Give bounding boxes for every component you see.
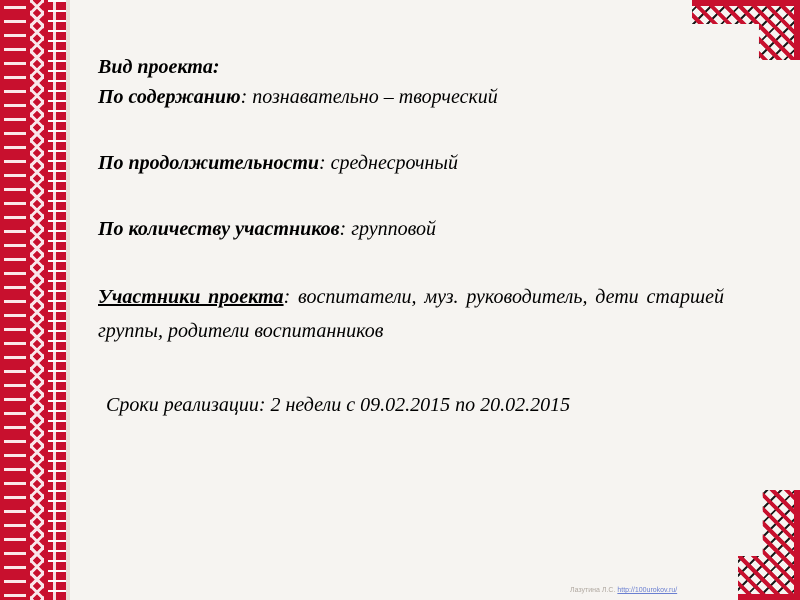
- ornament-left-border: [0, 0, 70, 600]
- participants-row: [98, 280, 724, 348]
- project-type-heading: Вид проекта:: [98, 56, 220, 78]
- duration-value: : среднесрочный: [319, 152, 458, 174]
- ornament-strip: [4, 0, 26, 600]
- duration-label: По продолжительности: [98, 152, 320, 174]
- content-type-value: : познавательно – творческий: [240, 86, 498, 108]
- ornament-strip: [48, 0, 66, 600]
- participants-value: : воспитатели, муз. руководитель, дети старшей группы, родители воспитанников: [98, 286, 724, 342]
- participants-count-label: По количеству участников: [98, 218, 340, 240]
- footer-author: Лазутина Л.С.: [570, 587, 616, 594]
- ornament-bottom-right-corner: [738, 490, 800, 600]
- participants-count-value: : групповой: [339, 218, 437, 240]
- implementation-terms: Сроки реализации: 2 недели с 09.02.2015 по 20.02.2015: [106, 394, 571, 416]
- ornament-top-right-bar: [794, 0, 800, 60]
- ornament-bottom-right-bar: [738, 594, 800, 600]
- participants-count-row: [98, 214, 724, 244]
- footer-credit: [570, 587, 677, 594]
- ornament-top-right-bar: [692, 0, 800, 6]
- ornament-edge: [66, 0, 70, 600]
- ornament-bottom-right-bar: [794, 490, 800, 600]
- content-type-label: По содержанию: [98, 86, 241, 108]
- ornament-strip: [30, 0, 44, 600]
- duration-row: [98, 148, 724, 178]
- footer-link[interactable]: http://100urokov.ru/: [617, 587, 678, 594]
- participants-label: Участники проекта: [98, 286, 284, 308]
- slide-content: [98, 52, 724, 420]
- ornament-top-right-corner: [692, 0, 800, 60]
- content-type-row: [98, 82, 724, 112]
